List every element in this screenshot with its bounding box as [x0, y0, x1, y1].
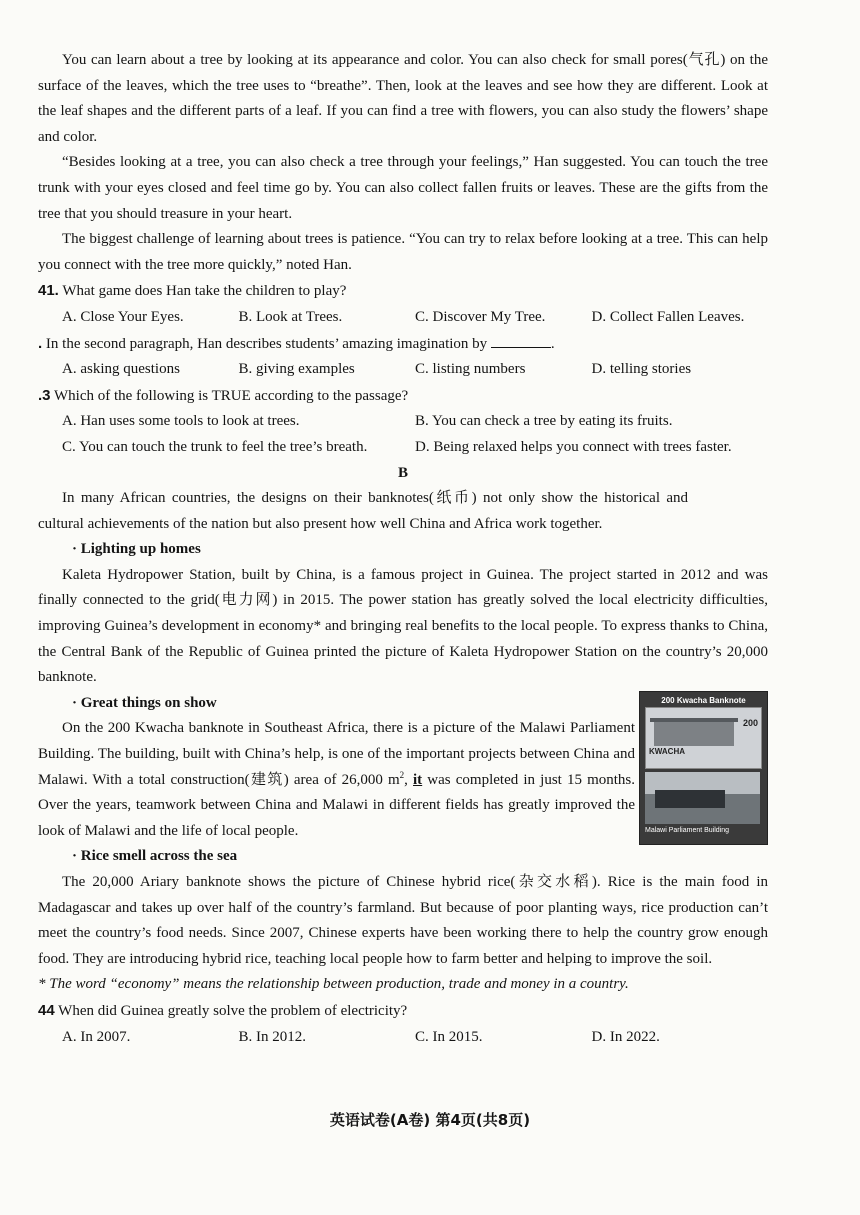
question-44 [38, 998, 768, 1050]
parliament-photo [645, 772, 760, 824]
question-stem: In the second paragraph, Han describes students’ amazing imagination by [42, 335, 491, 352]
banknote-figure-block [38, 691, 768, 845]
option-c: C. In 2015. [415, 1028, 483, 1045]
question-stem: Which of the following is TRUE according to the passage? [50, 387, 409, 404]
option-b: B. In 2012. [238, 1028, 306, 1045]
subheading-great-things-on-show: · Great things on show [72, 694, 217, 711]
passage-a-paragraph-2: “Besides looking at a tree, you can also check a tree through your feelings,” Han suggested. You can touch the tree trunk with your eyes closed and feel time go by. You can also collect fallen fruits or leaves. These are the gifts from the tree that you should treasure in your heart. [38, 154, 768, 222]
question-stem: When did Guinea greatly solve the problem of electricity? [54, 1002, 408, 1019]
question-number: 44 [38, 1001, 55, 1019]
banknote-top-label: 200 Kwacha Banknote [661, 695, 746, 705]
section-b-heading: B [397, 464, 408, 481]
superscript-2: 2 [399, 769, 405, 780]
passage-a-paragraph-1: You can learn about a tree by looking at its appearance and color. You can also check for small pores(气孔) on the surface of the leaves, which the tree uses to “breathe”. Then, look at the leaves and see how they are different. Look at the leaf shapes and the different parts of a leaf. If you can find a tree with flowers, you can also study the flowers’ shape and color. [38, 52, 768, 145]
option-a: A. asking questions [62, 361, 180, 378]
option-c: C. listing numbers [415, 361, 526, 378]
banknote-image [639, 691, 768, 845]
exam-page [38, 48, 768, 1050]
option-c: C. Discover My Tree. [415, 308, 546, 325]
option-d: D. In 2022. [591, 1028, 660, 1045]
banknote-denomination: 200 [742, 717, 758, 728]
option-c: C. You can touch the trunk to feel the tree’s breath. [62, 438, 368, 455]
section-b-paragraph-3: The 20,000 Ariary banknote shows the picture of Chinese hybrid rice(杂交水稻). Rice is the main food in Madagascar and takes up over half of the country’s farmland. But because of poor planting ways, rice production can’t meet the country’s food needs. Since 2007, Chinese experts have been working there to help the country grow enough food. They are introducing hybrid rice, teaching local people how to farm better and helping to improve the soil. [38, 874, 768, 967]
banknote-caption: Malawi Parliament Building [645, 826, 730, 834]
question-number: .3 [38, 386, 51, 404]
option-b: B. You can check a tree by eating its fruits. [415, 413, 673, 430]
answer-blank [491, 333, 551, 348]
option-b: B. Look at Trees. [238, 308, 343, 325]
banknote-currency: KWACHA [649, 747, 685, 757]
underlined-it: it [413, 771, 423, 788]
section-b-paragraph-2 [38, 716, 635, 844]
section-b-intro: In many African countries, the designs on their banknotes(纸币) not only show the historical and cultural achievements of the nation but also present how well China and Africa work together. [38, 490, 688, 532]
economy-footnote: * The word “economy” means the relationship between production, trade and money in a country. [38, 976, 629, 993]
option-a: A. Han uses some tools to look at trees. [62, 413, 300, 430]
question-end: . [550, 335, 555, 352]
question-number: . [38, 334, 43, 352]
question-stem: What game does Han take the children to play? [58, 283, 347, 300]
photo-building [655, 790, 725, 808]
question-42 [38, 331, 768, 383]
paragraph-2-part-b: , [404, 771, 414, 788]
question-number: 41. [38, 282, 59, 300]
banknote-front [645, 707, 762, 769]
page-footer: 英语试卷(A卷) 第4页(共8页) [329, 1111, 531, 1129]
question-41 [38, 278, 768, 330]
paragraph-2-part-c: was completed in just 15 months. Over the years, teamwork between China and Malawi in different fields has greatly improved the look of Malawi and the life of local people. [38, 771, 635, 839]
option-d: D. Collect Fallen Leaves. [591, 308, 745, 325]
section-b-paragraph-1: Kaleta Hydropower Station, built by China, is a famous project in Guinea. The project started in 2012 and was finally connected to the grid(电力网) in 2015. The power station has greatly solved the local electricity difficulties, improving Guinea’s development in economy* and bringing real benefits to the local people. To express thanks to China, the Central Bank of the Republic of Guinea printed the picture of Kaleta Hydropower Station on the country’s 20,000 banknote. [38, 566, 768, 686]
option-b: B. giving examples [238, 361, 355, 378]
option-d: D. telling stories [591, 361, 692, 378]
question-43 [38, 383, 768, 461]
subheading-rice-smell: · Rice smell across the sea [72, 848, 238, 865]
paragraph-2-part-a: On the 200 Kwacha banknote in Southeast Africa, there is a picture of the Malawi Parliament Building. The building, built with China’s help, is one of the important projects between China and Malawi. With a total construction(建筑) area of 26,000 m [38, 720, 635, 788]
subheading-lighting-up-homes: · Lighting up homes [72, 541, 201, 558]
option-a: A. In 2007. [62, 1028, 131, 1045]
passage-a-paragraph-3: The biggest challenge of learning about trees is patience. “You can try to relax before looking at a tree. This can help you connect with the tree more quickly,” noted Han. [38, 231, 768, 273]
option-d: D. Being relaxed helps you connect with trees faster. [415, 438, 732, 455]
option-a: A. Close Your Eyes. [62, 308, 184, 325]
